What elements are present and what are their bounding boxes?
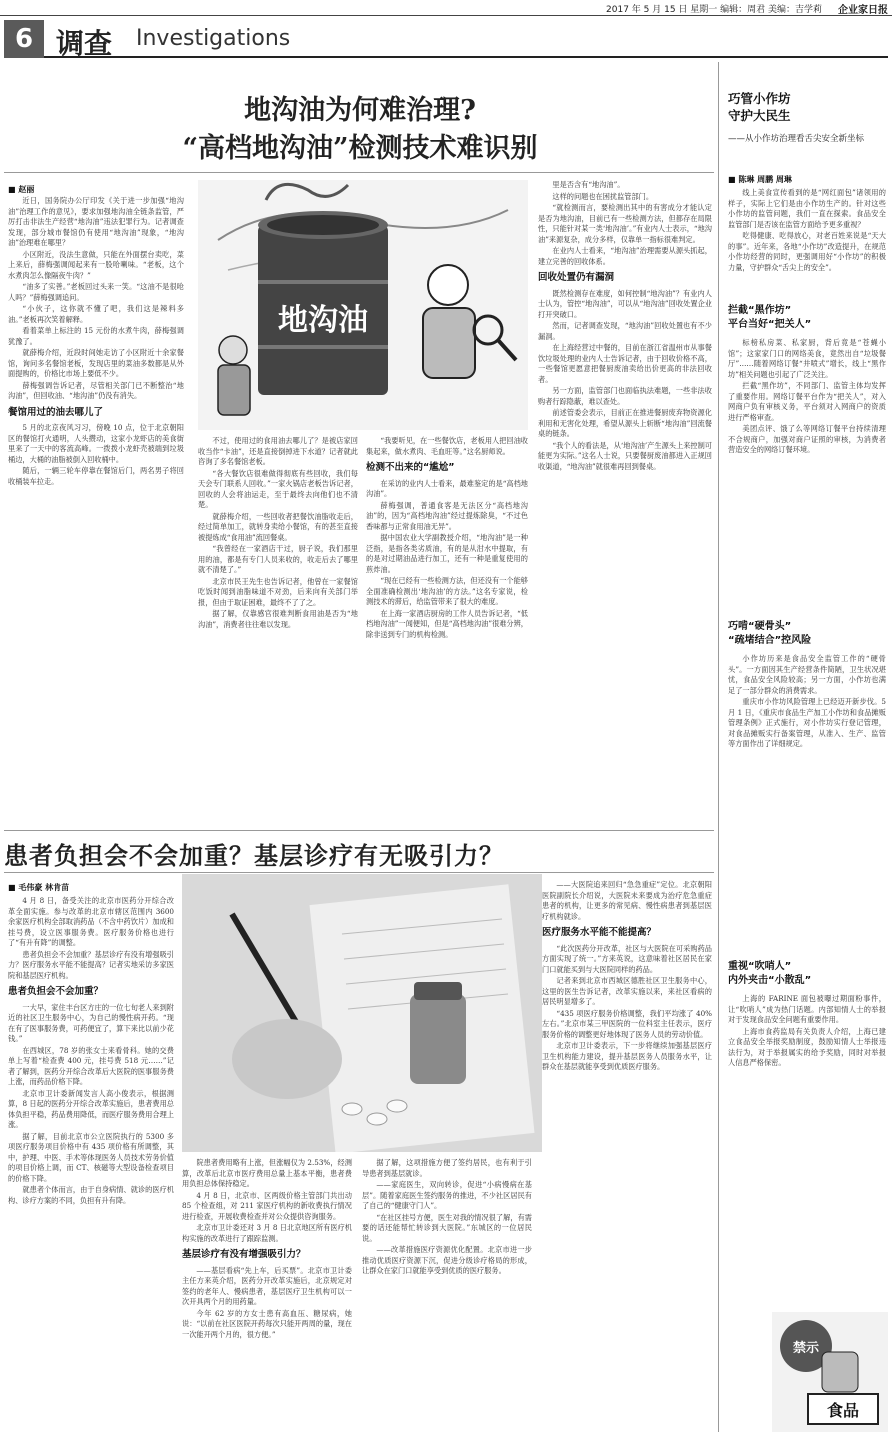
sidebar-heading-3: 重视“吹哨人” 内外夹击“小散乱”	[728, 961, 812, 986]
article1-byline: ■ 赵丽	[8, 184, 34, 195]
article2-title: 患者负担会不会加重？基层诊疗有无吸引力？	[4, 841, 504, 870]
article2-column3: 据了解，这项措施方便了签约居民，也有利于引导患者到基层就诊。 ——家庭医生，双向转诊，促进“小病慢病在基层”。随着家庭医生签约服务的推进，不少社区居民有了自己的“健康守门人”。 “在社区挂号方便，医生对我的情况很了解，有需要的话还能帮忙转诊到大医院。”东城区的一位居民说。 ——改革措施医疗资源优化配置。北京市进一步推动优质医疗资源下沉，促进分级诊疗格局的形成，让群众在家门口就能享受到优质的医疗服务。	[362, 1158, 532, 1275]
sidebar-section-1: 标榜私房菜、私家厨，背后竟是“苍蝇小馆”；这家家门口的网络美食，竟然出自“垃圾餐厅”……随着网络订餐“井喷式”增长，线上“黑作坊”相关问题也引起了广泛关注。 拦截“黑作坊”，不同部门、监管主体均发挥了重要作用。网络订餐平台作为“把关人”，对入网商户负有审核义务，平台须对入网商户的资质进行严格审查。 美团点评、饿了么等网络订餐平台持续清理不合规商户，加强对商户证照的审核，为消费者营造安全的网络订餐环境。	[728, 338, 886, 454]
stamp-hand-icon	[822, 1352, 858, 1392]
title-rule	[4, 872, 714, 873]
article2-column1: 4 月 8 日，备受关注的北京市医药分开综合改革全面实施。参与改革的北京市辖区范围内 3600 余家医疗机构全部取消药品（不含中药饮片）加成和挂号费，设立医事服务费。医疗服务价格也进行了“有升有降”的调整。 患者负担会不会加重？基层诊疗有没有增强吸引力？医疗服务水平能不能提高？记者实地采访多家医院和基层医疗机构。 患者负担会不会加重？ 一大早，家住丰台区方庄的一位七旬老人来到附近的社区卫生服务中心，为自己的慢性病开药。“现在有了医事服务费，可药便宜了，算下来比以前少花钱。” 在西城区，78 岁的张女士来看骨科。她的交费单上写着“检查费 400 元，挂号费 518 元……”记者了解到，医药分开综合改革后大医院的医事服务费上涨，而药品价格下降。 北京市卫计委新闻发言人高小俊表示，根据测算，8 日起的医药分开综合改革实施后，患者费用总体负担平稳，药品费用降低，而医疗服务费用合理上涨。 据了解，目前北京市公立医院执行的 5300 多项医疗服务项目价格中有 435 项价格有所调整，其中，护理、中医、手术等体现医务人员技术劳务价值的项目价格上调，而 CT、核磁等大型设备检查项目的价格下降。 就患者个体而言，由于自身病情、就诊的医疗机构、诊疗方案的不同，负担有升有降。	[8, 896, 174, 1205]
page-number: 6	[4, 20, 44, 58]
sidebar-title: 巧管小作坊 守护大民生	[728, 91, 791, 123]
article2-column2: 院患者费用略有上涨，但涨幅仅为 2.53%，经测算，改革后北京市医疗费用总量上基本平衡，患者费用负担总体保持稳定。 4 月 8 日，北京市、区两级价格主管部门共出动 85 个检查组，对 211 家医疗机构的新收费执行情况进行检查，开展收费检查并对公众提供咨询服务。 北京市卫计委还对 3 月 8 日北京地区所有医疗机构实施的改革进行了跟踪监测。 基层诊疗有没有增强吸引力？ ——基层看病“先上车，后买票”。北京市卫计委主任方来英介绍，医药分开改革实施后，北京规定对签约的老年人、慢病患者，基层医疗卫生机构可以一次开具两个月的用药量。 今年 62 岁的方女士患有高血压、糖尿病，她说：“以前在社区医院开药每次只能开两周的量，现在一次能开两个月的，很方便。”	[182, 1158, 352, 1339]
sidebar-heading-2: 巧啃“硬骨头” “疏堵结合”控风险	[728, 621, 812, 646]
sidebar-section-2: 小作坊历来是食品安全监管工作的“硬骨头”。一方面因其生产经营条件简陋，卫生状况堪忧，食品安全风险较高；另一方面，小作坊也满足了一部分群众的消费需求。 重庆市小作坊风险管理上已经迈开新步伐。5 月 1 日，《重庆市食品生产加工小作坊和食品摊贩管理条例》正式施行，对小作坊实行登记管理，对食品摊贩实行备案管理，从准入、生产、监管等方面作出了详细规定。	[728, 654, 886, 748]
pill-bottle-icon	[410, 982, 466, 1084]
section-title-cn: 调查	[56, 27, 113, 60]
medicine-photo	[182, 874, 542, 1152]
article-divider	[4, 830, 714, 831]
barrel-label: 地沟油	[278, 303, 368, 338]
sidebar-intro: 线上美食宣传看到的是“网红面包”诸领用的样子，实际上它们是由小作坊生产的。针对这些小作坊的监管问题，我们一直在探索。食品安全监管部门是否该在监管方面给予更多重视？ 吃得健康、吃得放心，对老百姓来说是“天大的事”。近年来，各地“小作坊”改造提升，在规范小作坊经营的同时，更强调用好“小作坊”的积极力量，守护群众“舌尖上的安全”。	[728, 188, 886, 272]
oil-barrel-illustration	[198, 180, 528, 430]
hand-icon	[232, 1019, 342, 1099]
stamp-label: 食品	[826, 1401, 860, 1420]
subheading: 基层诊疗有没有增强吸引力？	[182, 1249, 306, 1260]
section-header	[4, 20, 888, 58]
article1-title-line2: “高档地沟油”检测技术难识别	[182, 133, 538, 164]
title-rule	[4, 172, 714, 173]
food-stamp-illustration	[772, 1312, 888, 1432]
subheading: 回收处置仍有漏洞	[538, 272, 615, 283]
sidebar-subtitle: ——从小作坊治理看舌尖安全新坐标	[728, 134, 865, 144]
article1-column1: 近日，国务院办公厅印发《关于进一步加强“地沟油”治理工作的意见》，要求加强地沟油全链条监管，严厉打击非法生产经营“地沟油”违法犯罪行为。记者调查发现，部分城市餐馆仍有使用“地沟油”现象，“地沟油”治理难在哪里？ 小区附近，没法生意做，只能在外面摆台卖吃，菜上来后，薛梅强调闻起来有一股哈喇味。“老板，这个水煮肉怎么像隔夜牛肉？” “油多了实善。”老板回过头来一笑。“这油不是很呛人吗？”薛梅强调追问。 “小伙子，这你就不懂了吧，我们这是辣料多油。”老板再次笑着解释。 看着菜单上标注的 15 元份的水煮牛肉，薛梅强调犹豫了。 就薛梅介绍，近段时间她走访了小区附近十余家餐馆，询问多名餐馆老板，发现店里的菜油多数都是从外面提购的，价格比市场上要低不少。 薛梅强调告诉记者，尽管相关部门已不断整治“地沟油”，但回收油、“地沟油”仍没有消失。 餐馆用过的油去哪儿了 5 月的北京夜风习习，傍晚 10 点，位于北京朝阳区的餐馆打火通明，人头攒动，这家小龙虾店的美食街里来了一天中的客流高峰。一拨拨小龙虾壳被端到垃圾桶边，大桶的油脂被倒入回收桶中。 随后，一辆三轮车停靠在餐馆后门，两名男子将回收桶装车拉走。	[8, 196, 184, 486]
article1-column2: 不过，使用过的食用油去哪儿了？是被店家回收当作“卡油”，还是直接倒掉进下水道？记者就此咨询了多名餐馆老板。 “各大餐饮店很难做得彻底有些回收，我们每天会专门联系人回收。”一家火锅店老板告诉记者，回收的人会将油运走，至于最终去向他们也不清楚。 就薛梅介绍，一些回收者把餐饮油脂收走后，经过简单加工，就转身卖给小餐馆，有的甚至直接被提炼成“食用油”流回餐桌。 “我曾经在一家酒店干过，厨子说，我们那里用的油，都是有专门人员来收的，收走后去了哪里就不清楚了。” 北京市民王先生也告诉记者，他曾在一家餐馆吃饭时闻到油脂味道不对劲，后来向有关部门举报，但由于取证困难，最终不了了之。 据了解，仅靠感官很难判断食用油是否为“地沟油”，消费者往往难以发现。	[198, 436, 358, 629]
subheading: 检测不出来的“尴尬”	[366, 462, 455, 473]
sidebar-byline: ■ 陈琳 周鹏 周琳	[728, 174, 792, 185]
article2-column4: ——大医院追来回归“急急重症”定位。北京朝阳医院副院长介绍说，大医院未来要成为治疗危急重症患者的机构，让更多的常见病、慢性病患者到基层医疗机构就诊。 医疗服务水平能不能提高？ “此次医药分开改革，社区与大医院在可采购药品方面实现了统一。”方来英说，这意味着社区居民在家门口就能买到与大医院同样的药品。 记者来到北京市西城区德胜社区卫生服务中心，这里的医生告诉记者，改革实施以来，来社区看病的居民明显增多了。 “435 项医疗服务价格调整，我们平均涨了 40%左右。”北京市某三甲医院的一位科室主任表示，医疗服务价格的调整更好地体现了医务人员的劳动价值。 北京市卫计委表示，下一步将继续加强基层医疗卫生机构能力建设，提升基层医务人员服务水平，让群众在基层就能享受到优质医疗服务。	[542, 880, 712, 1071]
article1-column4: 里是否含有“地沟油”。 这样的问题也在困扰监管部门。 “就检测而言，要检测出其中的有害成分才能认定是否为地沟油，目前已有一些检测方法，但都存在局限性，只能针对某一类‘地沟油’。”有业内人士表示，“地沟油”来源复杂，成分多样，仅靠单一指标很难判定。 在业内人士看来，“地沟油”治理需要从源头抓起，建立完善的回收体系。 回收处置仍有漏洞 既然检测存在难度，如何控制“地沟油”？有业内人士认为，管控“地沟油”，可以从“地沟油”回收处置企业打开突破口。 然而，记者调查发现，“地沟油”回收处置也有不少漏洞。 在上海经营过中餐的，目前在浙江省温州市从事餐饮垃圾处理的业内人士告诉记者，由于回收价格不高，一些餐馆更愿意把餐厨废油卖给出价更高的非法回收者。 另一方面，监管部门也面临执法难题，一些非法收购者行踪隐蔽，难以查处。 前述管委会表示，目前正在推进餐厨废弃物资源化利用和无害化处理，希望从源头上斩断“地沟油”回流餐桌的链条。 “我个人的看法是，从‘地沟油’产生源头上来控制可能更为实际。”这名人士说，只要餐厨废油都进入正规回收渠道，“地沟油”就很难再回到餐桌。	[538, 180, 712, 471]
article1-column3: “我要听见，在一些餐饮店，老板用人把回油收集起来，做水煮肉、毛血旺等。”这名厨师说。 检测不出来的“尴尬” 在采访的业内人士看来，最难鉴定的是“高档地沟油”。 薛梅强调，普通食客是无法区分“高档地沟油”的，因为“高档地沟油”经过提炼除臭，“不过色香味都与正常食用油无异”。 据中国农业大学副教授介绍，“地沟油”是一种泛指，是指各类劣质油，有的是从泔水中提取，有的是对过期油品进行加工，还有一种是重复使用的煎炸油。 “现在已经有一些检测方法，但还没有一个能够全面准确检测出‘地沟油’的方法。”这名专家说，检测技术的滞后，给监管带来了很大的难度。 在上海一家酒店厨房的工作人员告诉记者，“低档地沟油”一闻便知，但是“高档地沟油”很难分辨，除非送到专门的机构检测。	[366, 436, 528, 639]
article1-title-line1: 地沟油为何难治理?	[244, 95, 476, 126]
barrel-icon	[258, 184, 388, 395]
svg-text:禁示: 禁示	[792, 1341, 820, 1356]
issue-meta: 2017 年 5 月 15 日 星期一 编辑：周君 美编：吉学莉	[606, 5, 822, 15]
column-divider	[718, 62, 719, 1432]
subheading: 患者负担会不会加重？	[8, 986, 104, 997]
article2-byline: ■ 毛伟豪 林肯苗	[8, 882, 69, 893]
sidebar-heading-1: 拦截“黑作坊” 平台当好“把关人”	[728, 305, 812, 330]
top-bar	[0, 0, 892, 16]
newspaper-name: 企业家日报	[838, 5, 888, 16]
subheading: 医疗服务水平能不能提高？	[542, 927, 657, 938]
subheading: 餐馆用过的油去哪儿了	[8, 406, 104, 418]
section-title-en: Investigations	[136, 26, 291, 51]
worker-figure-icon	[218, 336, 250, 415]
sidebar-section-3: 上海的 FARINE 面包被曝过期面粉事件，让“吹哨人”成为热门话题。内部知情人士的举报对于发现食品安全问题有重要作用。 上海市食药监局有关负责人介绍，上海已建立食品安全举报奖励制度，鼓励知情人士举报违法行为，对于举报属实的给予奖励，同时对举报人信息严格保密。	[728, 994, 886, 1067]
